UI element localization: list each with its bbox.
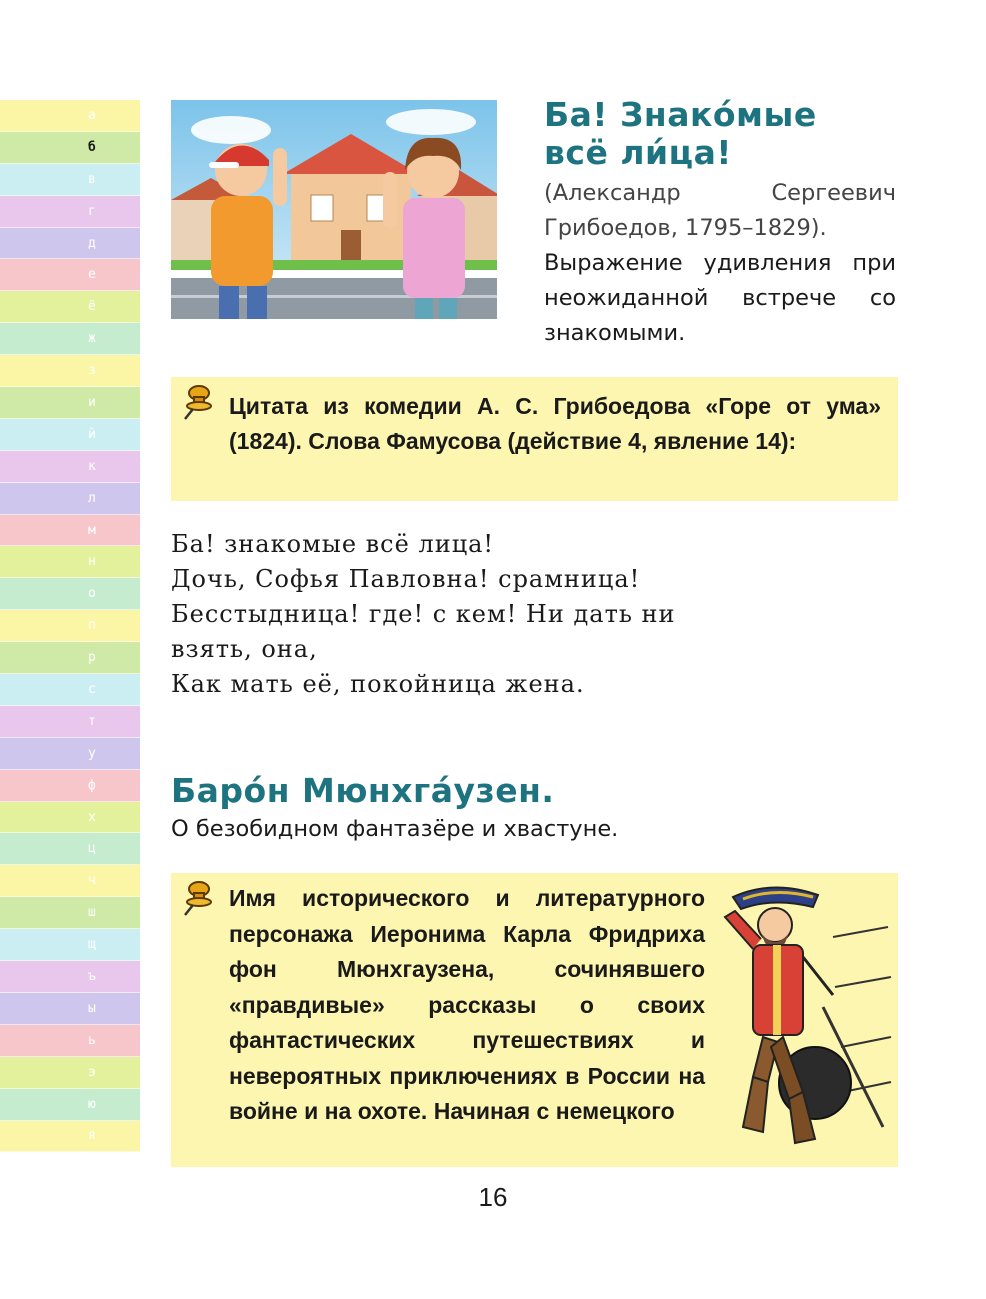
entry-definition: О безобидном фантазёре и хвастуне. <box>171 816 619 842</box>
alphabet-letter: ю <box>0 1089 140 1121</box>
page-number: 16 <box>478 1182 508 1212</box>
quote-line: Как мать её, покойница жена. <box>171 670 585 698</box>
alphabet-letter: я <box>0 1121 140 1153</box>
alphabet-letter: ф <box>0 770 140 802</box>
entry-author: (Александр Сергеевич Грибоедов, 1795–1829). <box>544 180 896 241</box>
quote-line: взять, она, <box>171 635 318 663</box>
boys-greeting-illustration <box>171 100 497 319</box>
alphabet-letter: щ <box>0 929 140 961</box>
alphabet-letter: п <box>0 610 140 642</box>
entry-definition: Выражение удивления при неожиданной встрече со знакомыми. <box>544 250 896 346</box>
alphabet-letter: ы <box>0 993 140 1025</box>
alphabet-letter: о <box>0 578 140 610</box>
pushpin-icon <box>179 383 217 421</box>
baron-on-cannonball-illustration <box>723 877 893 1159</box>
note-text: Имя исторического и литературного персонажа Иеронима Карла Фридриха фон Мюнхгаузена, сочинявшего «правдивые» рассказы о своих фантастических путешествиях и невероятных приключениях в России на войне и на охоте. Начиная с немецкого <box>229 885 705 1124</box>
alphabet-letter: а <box>0 100 140 132</box>
entry-title-line: всё ли́ца! <box>544 133 732 172</box>
alphabet-index <box>0 100 140 1152</box>
alphabet-letter: ь <box>0 1025 140 1057</box>
note-text: Цитата из комедии А. С. Грибоедова «Горе от ума» (1824). Слова Фамусова (действие 4, явление 14): <box>229 393 881 454</box>
alphabet-letter: э <box>0 1057 140 1089</box>
alphabet-letter: н <box>0 546 140 578</box>
alphabet-letter: и <box>0 387 140 419</box>
alphabet-letter: з <box>0 355 140 387</box>
alphabet-letter: б <box>0 132 140 164</box>
entry-title-ba-znakomye <box>544 96 817 172</box>
alphabet-letter: ъ <box>0 961 140 993</box>
pushpin-icon <box>179 879 217 917</box>
entry-title-baron: Баро́н Мюнхга́узен. <box>171 771 555 810</box>
alphabet-letter: х <box>0 802 140 834</box>
alphabet-letter: у <box>0 738 140 770</box>
alphabet-letter: ё <box>0 291 140 323</box>
quote-line: Дочь, Софья Павловна! срамница! <box>171 565 641 593</box>
alphabet-letter: ц <box>0 833 140 865</box>
alphabet-letter: д <box>0 228 140 260</box>
alphabet-letter: м <box>0 515 140 547</box>
entry-title-line: Ба! Знако́мые <box>544 95 817 134</box>
quote-line: Бесстыдница! где! с кем! Ни дать ни <box>171 600 676 628</box>
alphabet-letter: в <box>0 164 140 196</box>
alphabet-letter: т <box>0 706 140 738</box>
alphabet-letter: й <box>0 419 140 451</box>
alphabet-letter: ч <box>0 865 140 897</box>
alphabet-letter: с <box>0 674 140 706</box>
alphabet-letter: р <box>0 642 140 674</box>
quote-line: Ба! знакомые всё лица! <box>171 530 495 558</box>
alphabet-letter: л <box>0 483 140 515</box>
note-box-griboedov <box>171 377 898 501</box>
note-box-munchausen <box>171 873 898 1167</box>
poem-quote <box>171 527 871 702</box>
alphabet-letter: ш <box>0 897 140 929</box>
alphabet-letter: г <box>0 196 140 228</box>
alphabet-letter: к <box>0 451 140 483</box>
alphabet-letter: е <box>0 259 140 291</box>
alphabet-letter: ж <box>0 323 140 355</box>
